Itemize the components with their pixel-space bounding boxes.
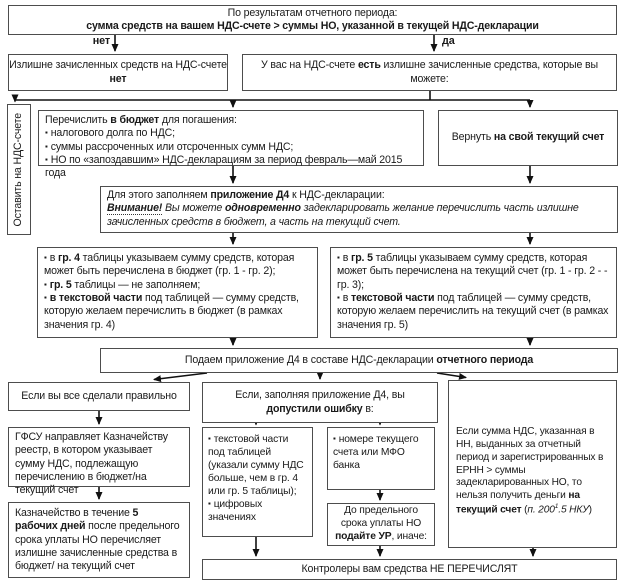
top-condition-line2: сумма средств на вашем НДС-счете > суммы НО, указанной в текущей НДС-декларации [86, 20, 539, 32]
transfer-budget-item-text: суммы рассроченных или отсроченных сумм НДС; [50, 140, 294, 153]
submit-d4-box [100, 348, 618, 373]
gr5-item [337, 292, 610, 332]
gr5-item [337, 252, 610, 292]
keep-on-account-box [7, 104, 31, 235]
all-correct-text: Если вы все сделали правильно [21, 389, 177, 402]
mistake-text-part-item-text: текстовой части под таблицей (указали сумму НДС больше, чем в гр. 4 или гр. 5 таблицы); [208, 434, 304, 497]
bullet-icon: ▪ [333, 434, 336, 443]
bullet-icon: ▪ [44, 253, 47, 262]
no-excess-funds-box [8, 54, 228, 91]
transfer-budget-item-text: налогового долга по НДС; [50, 127, 175, 140]
transfer-budget-item [45, 141, 417, 154]
mistake-text: Если, заполняя приложение Д4, вы допустили ошибку в: [235, 389, 405, 415]
arrow-podaem-to-correct [154, 373, 207, 380]
gr4-instructions-box [37, 247, 318, 338]
bullet-icon: ▪ [44, 279, 47, 289]
gfsu-registry-text: ГФСУ направляет Казначейству реестр, в котором указывает сумму НДС, подлежащую перечислению в бюджет/на текущий счет [15, 431, 168, 497]
transfer-budget-item [45, 154, 417, 181]
gr4-item-text: в текстовой части под таблицей — сумму средств, которую желаем перечислить в бюджет (в рамках значения гр. 4) [44, 292, 299, 331]
arrow-podaem-to-big [437, 373, 466, 378]
return-account-text: Вернуть на свой текущий счет [451, 131, 605, 144]
keep-on-account-text: Оставить на НДС-счете [12, 112, 25, 227]
mistake-account-item-text: номере текущего счета или МФО банка [333, 434, 419, 471]
submit-ur-box [327, 503, 435, 546]
treasury-transfer-text: Казначейство в течение 5 рабочих дней после предельного срока уплаты НО перечисляет излишне зачисленные средства в бюджет/ на текущий счет [15, 507, 180, 573]
connector-yes-split [15, 91, 530, 100]
not-transfer-box [202, 559, 617, 580]
gr4-item-text: гр. 5 таблицы — не заполняем; [49, 278, 201, 291]
mistake-text-part-item [208, 434, 307, 499]
mistake-box [202, 382, 438, 423]
gr4-item [44, 252, 311, 279]
gr5-instructions-box [330, 247, 617, 338]
transfer-budget-title: Перечислить в бюджет для погашения: [45, 114, 237, 126]
fill-d4-line1: Для этого заполняем приложение Д4 к НДС-декларации: [107, 189, 385, 201]
mistake-text-part-item [208, 499, 307, 525]
bullet-icon: ▪ [45, 155, 48, 165]
bullet-icon: ▪ [337, 253, 340, 262]
mistake-account-item [333, 434, 429, 473]
gr5-item-text: в гр. 5 таблицы указываем сумму средств, которая может быть перечислена на текущий счет (гр. 1 - гр. 2 - - гр. 3); [337, 252, 608, 291]
nn-sum-condition-box [448, 380, 617, 548]
bullet-icon: ▪ [45, 141, 48, 151]
has-excess-funds-text: У вас на НДС-счете есть излишне зачисленные средства, которые вы можете: [260, 59, 598, 85]
bullet-icon: ▪ [208, 434, 211, 443]
fill-d4-box [100, 186, 618, 233]
gr5-item-text: в текстовой части под таблицей — сумму средств, которую желаем перечислить на текущий счет (в рамках значения гр. 5) [337, 292, 609, 331]
submit-ur-text: До предельного срока уплаты НО подайте УР, иначе: [335, 505, 427, 542]
mistake-account-box [327, 427, 435, 490]
gfsu-registry-box [8, 427, 190, 497]
branch-label-yes: да [442, 35, 455, 47]
top-condition-box [8, 5, 617, 35]
top-condition-line1: По результатам отчетного периода: [227, 6, 398, 19]
bullet-icon: ▪ [208, 498, 211, 508]
bullet-icon: ▪ [45, 128, 48, 138]
submit-d4-text: Подаем приложение Д4 в составе НДС-декларации отчетного периода [184, 353, 534, 366]
transfer-budget-item [45, 127, 417, 140]
nn-sum-condition-text: Если сумма НДС, указанная в НН, выданных за отчетный период и зарегистрированных в ЕРНН > суммы задекларированных НО, то нельзя получить деньги на текущий счет (п. $200^1.5$ НКУ) [456, 426, 604, 516]
mistake-text-part-box [202, 427, 313, 537]
branch-label-no: нет [92, 35, 110, 47]
fill-d4-note: Внимание! Вы можете одновременно задекларировать желание перечислить часть излишне зачисленных средств в бюджет, а часть на текущий счет. [107, 202, 579, 228]
no-excess-funds-text: Излишне зачисленных средств на НДС-счете нет [9, 59, 227, 85]
not-transfer-text: Контролеры вам средства НЕ ПЕРЕЧИСЛЯТ [301, 562, 518, 575]
bullet-icon: ▪ [44, 293, 47, 303]
treasury-transfer-box [8, 502, 190, 578]
transfer-budget-box [38, 110, 424, 180]
transfer-budget-item-text: НО по «запоздавшим» НДС-декларациям за период февраль—май 2015 года [45, 154, 403, 180]
has-excess-funds-box [242, 54, 617, 91]
return-account-box [438, 110, 618, 166]
gr4-item [44, 279, 311, 292]
gr4-item-text: в гр. 4 таблицы указываем сумму средств, которая может быть перечислена в бюджет (гр. 1 - гр. 2); [44, 252, 295, 278]
all-correct-box [8, 382, 190, 411]
bullet-icon: ▪ [337, 293, 340, 303]
gr4-item [44, 292, 311, 332]
mistake-text-part-item-text: цифровых значениях [208, 498, 263, 523]
